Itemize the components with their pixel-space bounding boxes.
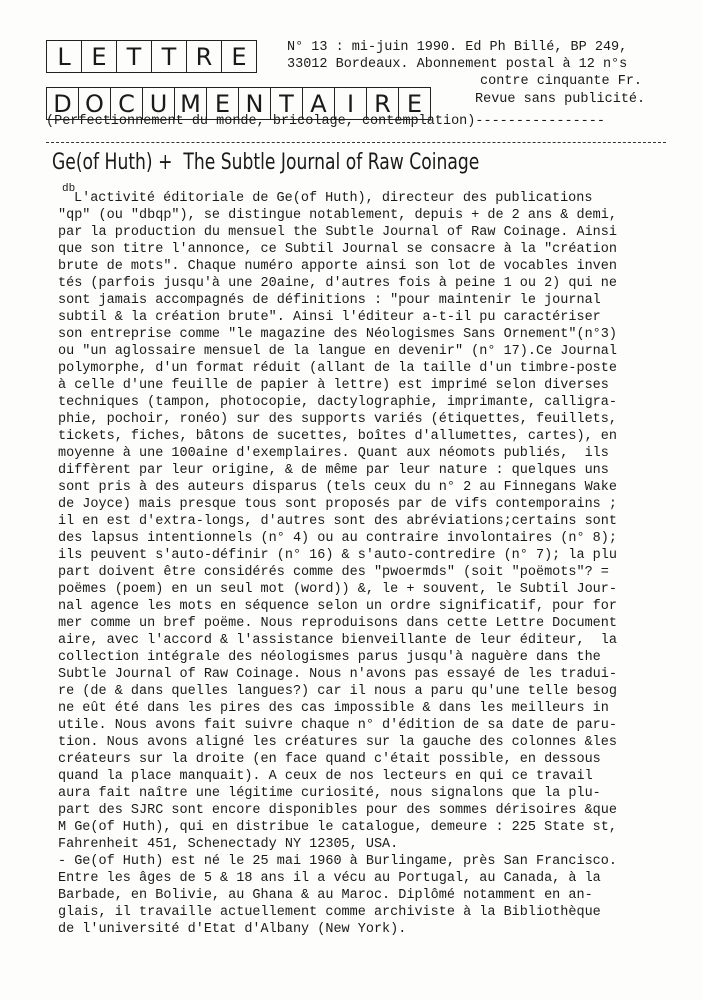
masthead-letter-box: T	[151, 40, 187, 73]
text-line: quand la place manquait). A ceux de nos lecteurs en qui ce travail	[58, 769, 593, 784]
masthead-letter-box: O	[78, 87, 111, 120]
text-line: phie, pochoir, ronéo) sur des supports variés (étiquettes, feuillets,	[58, 412, 617, 427]
masthead-letter-box: E	[81, 40, 117, 73]
text-line: tion. Nous avons aligné les créatures sur la gauche des colonnes &les	[58, 735, 617, 750]
text-line: mer comme un bref poëme. Nous reproduisons dans cette Lettre Document	[58, 616, 617, 631]
text-line: de Joyce) mais presque tous sont proposés par de vifs contemporains ;	[58, 497, 617, 512]
text-line: créateurs sur la droite (en face quand c'était possible, en dessous	[58, 752, 601, 767]
article-body	[58, 190, 668, 938]
text-line: re (de & dans quelles langues?) car il nous a paru qu'une telle besog	[58, 684, 617, 699]
text-line: Fahrenheit 451, Schenectady NY 12305, USA.	[58, 837, 399, 852]
text-line: sont pris à des auteurs disparus (tels ceux du n° 2 au Finnegans Wake	[58, 480, 617, 495]
text-line: il en est d'extra-longs, d'autres sont des abréviations;certains sont	[58, 514, 617, 529]
text-line: subtil & la création brute". Ainsi l'éditeur a-t-il pu caractériser	[58, 310, 601, 325]
masthead-letter-box: R	[366, 87, 399, 120]
text-line: M Ge(of Huth), qui en distribue le catalogue, demeure : 225 State st,	[58, 820, 617, 835]
text-line: techniques (tampon, photocopie, dactylographie, imprimante, calligra-	[58, 395, 617, 410]
masthead-letter-box: C	[110, 87, 143, 120]
text-line: tickets, fiches, bâtons de sucettes, boîtes d'allumettes, cartes), en	[58, 429, 617, 444]
masthead-letter-box: L	[46, 40, 82, 73]
text-line: glais, il travaille actuellement comme archiviste à la Bibliothèque	[58, 905, 601, 920]
text-line: aura fait naître une légitime curiosité, nous signalons que la plu-	[58, 786, 601, 801]
tagline: (Perfectionnement du monde, bricolage, contemplation)----------------	[46, 114, 605, 129]
text-line: "qp" (ou "dbqp"), se distingue notablement, depuis + de 2 ans & demi,	[58, 208, 617, 223]
issue-address-line: 33012 Bordeaux. Abonnement postal à 12 n°s	[287, 57, 628, 72]
text-line: sont jamais accompagnés de définitions : "pour maintenir le journal	[58, 293, 601, 308]
text-line: que son titre l'annonce, ce Subtil Journal se consacre à la "création	[58, 242, 617, 257]
masthead-letter-box: I	[334, 87, 367, 120]
text-line: tés (parfois jusqu'à une 20aine, d'autres fois à peine 1 ou 2) qui ne	[58, 276, 617, 291]
masthead-letter-box: T	[270, 87, 303, 120]
text-line: collection intégrale des néologismes parus jusqu'à naguère dans the	[58, 650, 601, 665]
text-line: part des SJRC sont encore disponibles pour des sommes dérisoires &que	[58, 803, 617, 818]
text-line: des lapsus intentionnels (n° 4) ou au contraire involontaires (n° 8);	[58, 531, 617, 546]
text-line: Barbade, en Bolivie, au Ghana & au Maroc. Diplômé notamment en an-	[58, 888, 593, 903]
text-line: ne eût été dans les pires des cas impossible & dans les meilleurs in	[58, 701, 609, 716]
masthead-letter-box: D	[46, 87, 79, 120]
dashed-divider	[46, 142, 666, 143]
issue-ads-line: Revue sans publicité.	[475, 92, 646, 107]
text-line: aire, avec l'accord & l'assistance bienveillante de leur éditeur, la	[58, 633, 617, 648]
text-line: Entre les âges de 5 & 18 ans il a vécu au Portugal, au Canada, à la	[58, 871, 601, 886]
masthead-lettre	[46, 40, 256, 73]
text-line: diffèrent par leur origine, & de même par leur nature : quelques uns	[58, 463, 609, 478]
text-line: à celle d'une feuille de papier à lettre) est imprimé selon diverses	[58, 378, 609, 393]
text-line: Subtle Journal of Raw Coinage. Nous n'avons pas essayé de les tradui-	[58, 667, 617, 682]
masthead-letter-box: E	[398, 87, 431, 120]
text-line: ou "un aglossaire mensuel de la langue en devenir" (n° 17).Ce Journal	[58, 344, 617, 359]
masthead-letter-box: T	[116, 40, 152, 73]
text-line: part doivent être considérés comme des "pwoermds" (soit "poëmots"? =	[58, 565, 609, 580]
masthead-letter-box: U	[142, 87, 175, 120]
article-title: Ge(of Huth) + The Subtle Journal of Raw Coinage	[52, 150, 480, 175]
masthead-letter-box: E	[221, 40, 257, 73]
masthead-letter-box: R	[186, 40, 222, 73]
text-line: L'activité éditoriale de Ge(of Huth), directeur des publications	[74, 191, 593, 206]
masthead-letter-box: M	[174, 87, 207, 120]
masthead-letter-box: N	[238, 87, 271, 120]
text-line: par la production du mensuel the Subtle Journal of Raw Coinage. Ainsi	[58, 225, 617, 240]
text-line: utile. Nous avons fait suivre chaque n° d'édition de sa date de paru-	[58, 718, 617, 733]
text-line: polymorphe, d'un format réduit (allant de la taille d'un timbre-poste	[58, 361, 617, 376]
text-line: - Ge(of Huth) est né le 25 mai 1960 à Burlingame, près San Francisco.	[58, 854, 617, 869]
text-line: moyenne à une 100aine d'exemplaires. Quant aux néomots publiés, ils	[58, 446, 609, 461]
issue-price-line: contre cinquante Fr.	[480, 74, 643, 89]
superscript-note: db	[62, 183, 76, 195]
text-line: poëmes (poem) en un seul mot (word)) &, le + souvent, le Subtil Jour-	[58, 582, 617, 597]
masthead-letter-box: E	[206, 87, 239, 120]
issue-info-line: N° 13 : mi-juin 1990. Ed Ph Billé, BP 249,	[287, 40, 628, 55]
text-line: son entreprise comme "le magazine des Néologismes Sans Ornement"(n°3)	[58, 327, 617, 342]
text-line: nal agence les mots en séquence selon un ordre significatif, pour for	[58, 599, 617, 614]
masthead-letter-box: A	[302, 87, 335, 120]
text-line: de l'université d'Etat d'Albany (New York).	[58, 922, 407, 937]
text-line: brute de mots". Chaque numéro apporte ainsi son lot de vocables inven	[58, 259, 617, 274]
text-line: ils peuvent s'auto-définir (n° 16) & s'auto-contredire (n° 7); la plu	[58, 548, 617, 563]
